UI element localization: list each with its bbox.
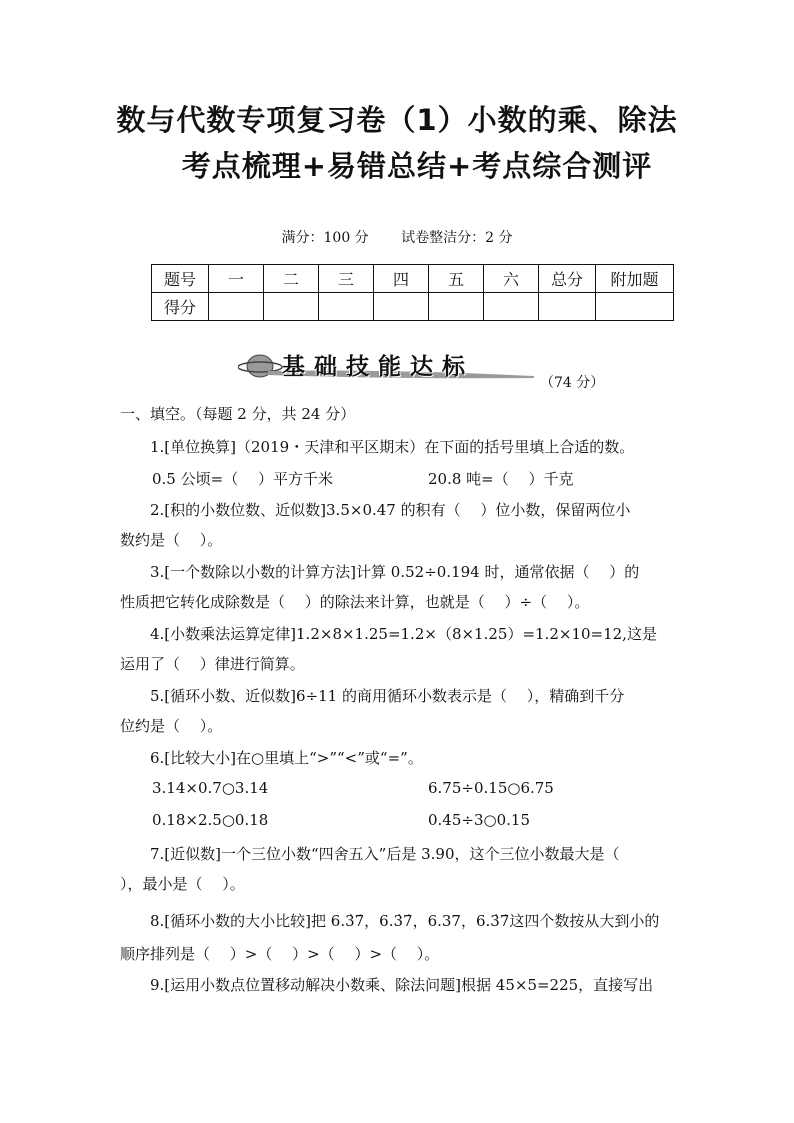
score-cell: 总分 [539, 265, 596, 293]
question-3-cont: 性质把它转化成除数是（ ）的除法来计算，也就是（ ）÷（ ）。 [120, 593, 590, 611]
score-cell: 六 [484, 265, 539, 293]
question-7: 7.[近似数]一个三位小数“四舍五入”后是 3.90，这个三位小数最大是（ [150, 845, 620, 863]
question-4: 4.[小数乘法运算定律]1.2×8×1.25=1.2×（8×1.25）=1.2×10=12,这是 [150, 625, 657, 643]
score-input-cell [319, 293, 374, 321]
section-points: （74 分） [540, 375, 605, 391]
full-score: 满分：100 分 [281, 230, 369, 246]
score-cell: 附加题 [596, 265, 674, 293]
score-input-cell [374, 293, 429, 321]
score-input-cell [264, 293, 319, 321]
score-input-cell [209, 293, 264, 321]
score-cell: 二 [264, 265, 319, 293]
question-1: 1.[单位换算]（2019・天津和平区期末）在下面的括号里填上合适的数。 [150, 438, 635, 456]
part-heading: 一、填空。（每题 2 分，共 24 分） [120, 405, 356, 423]
neatness-score: 试卷整洁分：2 分 [401, 230, 513, 246]
question-2: 2.[积的小数位数、近似数]3.5×0.47 的积有（ ）位小数，保留两位小 [150, 501, 631, 519]
score-cell: 一 [209, 265, 264, 293]
question-6: 6.[比较大小]在○里填上“>”“<”或“=”。 [150, 749, 423, 767]
score-cell: 五 [429, 265, 484, 293]
score-table-header-row [152, 265, 674, 293]
question-8-cont: 顺序排列是（ ）>（ ）>（ ）>（ ）。 [120, 945, 440, 963]
section-banner-title: 基础技能达标 [282, 354, 474, 380]
score-info [0, 227, 794, 247]
score-cell: 得分 [152, 293, 209, 321]
question-1b: 20.8 吨=（ ）千克 [428, 470, 574, 488]
score-input-cell [484, 293, 539, 321]
score-cell: 四 [374, 265, 429, 293]
question-6a: 3.14×0.7○3.14 [152, 779, 269, 797]
question-5: 5.[循环小数、近似数]6÷11 的商用循环小数表示是（ ），精确到千分 [150, 687, 625, 705]
question-5-cont: 位约是（ ）。 [120, 717, 223, 735]
score-input-cell [596, 293, 674, 321]
question-6d: 0.45÷3○0.15 [428, 811, 530, 829]
question-4-cont: 运用了（ ）律进行简算。 [120, 655, 305, 673]
question-1a: 0.5 公顷=（ ）平方千米 [152, 470, 333, 488]
score-cell: 三 [319, 265, 374, 293]
score-table [151, 264, 674, 321]
score-input-cell [539, 293, 596, 321]
question-7-cont: ），最小是（ ）。 [120, 875, 245, 893]
question-9: 9.[运用小数点位置移动解决小数乘、除法问题]根据 45×5=225，直接写出 [150, 976, 654, 994]
question-3: 3.[一个数除以小数的计算方法]计算 0.52÷0.194 时，通常依据（ ）的 [150, 563, 640, 581]
question-6c: 0.18×2.5○0.18 [152, 811, 269, 829]
score-cell: 题号 [152, 265, 209, 293]
score-table-score-row [152, 293, 674, 321]
question-8: 8.[循环小数的大小比较]把 6.3̇7̇，6.3̇7̇，6.37，6.3̇7̇这四个数按从大到小的 [150, 912, 660, 930]
score-input-cell [429, 293, 484, 321]
question-6b: 6.75÷0.15○6.75 [428, 779, 554, 797]
page-subtitle: 考点梳理+易错总结+考点综合测评 [181, 149, 653, 183]
page-title: 数与代数专项复习卷（1）小数的乘、除法 [116, 103, 678, 137]
question-2-cont: 数约是（ ）。 [120, 531, 223, 549]
